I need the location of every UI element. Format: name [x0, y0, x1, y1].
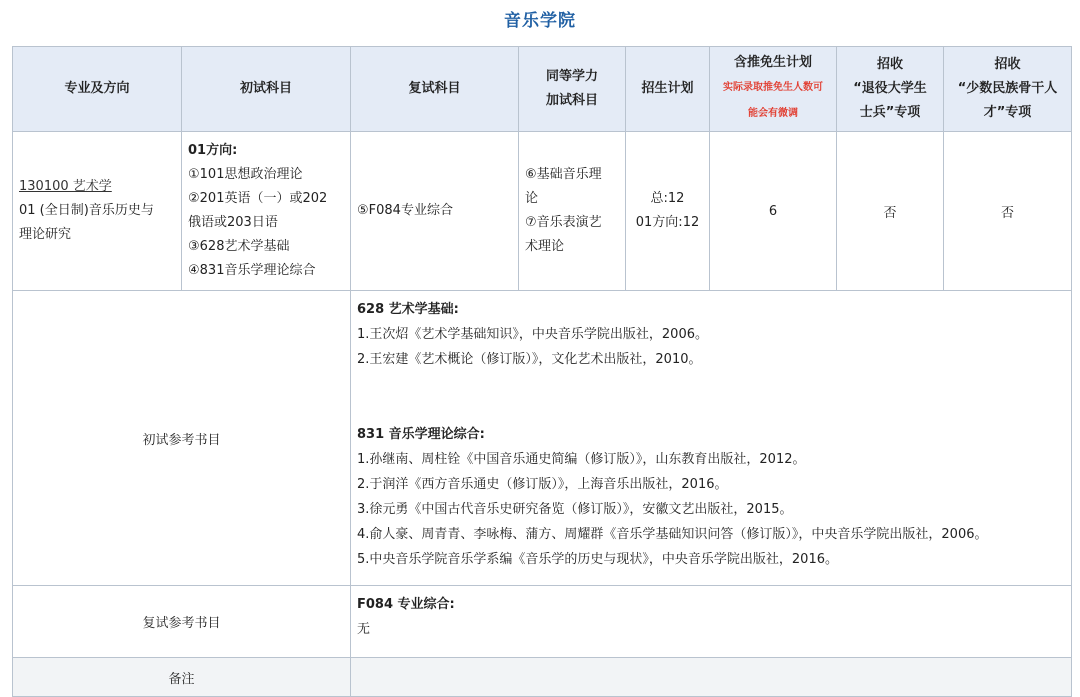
header-minority-line2: “少数民族骨干人: [957, 81, 1058, 96]
header-veteran-line2: “退役大学生: [853, 81, 927, 96]
initial-refs-content: [351, 291, 1072, 586]
veteran-cell: 否: [837, 132, 944, 291]
header-minority: [944, 47, 1072, 132]
initial-item: ③628艺术学基础: [188, 239, 290, 254]
header-retest-subjects: 复试科目: [351, 47, 519, 132]
initial-heading: 01方向:: [188, 143, 238, 158]
ref-item: 2.王宏建《艺术概论（修订版）》，文化艺术出版社，2010。: [357, 352, 702, 367]
header-row: [13, 47, 1072, 132]
equivalent-item: ⑦音乐表演艺: [525, 215, 602, 230]
table-row: [13, 132, 1072, 291]
header-minority-line1: 招收: [994, 57, 1021, 72]
equivalent-item: 术理论: [525, 239, 565, 254]
plan-cell: [626, 132, 710, 291]
ref-item: 4.俞人豪、周青青、李咏梅、蒲方、周耀群《音乐学基础知识问答（修订版）》，中央音乐学院出版社，2006。: [357, 527, 988, 542]
major-cell: [13, 132, 182, 291]
retest-refs-content: [351, 586, 1072, 658]
header-veteran: [837, 47, 944, 132]
ref-group-title: 831 音乐学理论综合:: [357, 427, 485, 442]
plan-direction: 01方向:12: [635, 215, 700, 230]
direction-line1: 01 (全日制)音乐历史与: [19, 203, 154, 218]
direction-line2: 理论研究: [19, 227, 72, 242]
ref-item: 1.王次炤《艺术学基础知识》，中央音乐学院出版社，2006。: [357, 327, 708, 342]
retest-refs-row: [13, 586, 1072, 658]
remarks-label: 备注: [13, 658, 351, 697]
major-code-link[interactable]: 130100 艺术学: [19, 179, 112, 194]
exempt-cell: 6: [710, 132, 837, 291]
ref-item: 3.徐元勇《中国古代音乐史研究备览（修订版）》，安徽文艺出版社，2015。: [357, 502, 793, 517]
header-exempt-note-line1: 实际录取推免生人数可: [723, 82, 823, 93]
equivalent-item: ⑥基础音乐理: [525, 167, 602, 182]
ref-item: 1.孙继南、周柱铨《中国音乐通史简编（修订版）》，山东教育出版社，2012。: [357, 452, 806, 467]
initial-item: 俄语或203日语: [188, 215, 278, 230]
header-plan: 招生计划: [626, 47, 710, 132]
remarks-content: [351, 658, 1072, 697]
ref-group-title: 628 艺术学基础:: [357, 302, 459, 317]
ref-spacer: [357, 372, 1065, 422]
initial-refs-row: [13, 291, 1072, 586]
remarks-row: [13, 658, 1072, 697]
minority-cell: 否: [944, 132, 1072, 291]
ref-item: 2.于润洋《西方音乐通史（修订版）》，上海音乐出版社，2016。: [357, 477, 728, 492]
header-equivalent-line2: 加试科目: [545, 93, 598, 108]
plan-total: 总:12: [650, 191, 685, 206]
retest-refs-text: 无: [357, 622, 371, 637]
page-title: 音乐学院: [504, 11, 576, 31]
initial-item: ④831音乐学理论综合: [188, 263, 316, 278]
equivalent-item: 论: [525, 191, 539, 206]
header-exempt: [710, 47, 837, 132]
ref-item: 5.中央音乐学院音乐学系编《音乐学的历史与现状》，中央音乐学院出版社，2016。: [357, 552, 838, 567]
header-exempt-note-line2: 能会有微调: [748, 108, 798, 119]
equivalent-cell: [519, 132, 626, 291]
initial-subjects-cell: [182, 132, 351, 291]
header-veteran-line3: 士兵”专项: [859, 105, 921, 120]
header-major: 专业及方向: [13, 47, 182, 132]
initial-refs-label: 初试参考书目: [13, 291, 351, 586]
admissions-table: [12, 46, 1072, 697]
header-equivalent: [519, 47, 626, 132]
header-initial-subjects: 初试科目: [182, 47, 351, 132]
retest-refs-title: F084 专业综合:: [357, 597, 455, 612]
header-exempt-main: 含推免生计划: [733, 55, 812, 70]
header-minority-line3: 才”专项: [983, 105, 1032, 120]
initial-item: ②201英语（一）或202: [188, 191, 328, 206]
header-veteran-line1: 招收: [876, 57, 903, 72]
retest-refs-label: 复试参考书目: [13, 586, 351, 658]
header-equivalent-line1: 同等学力: [545, 69, 598, 84]
retest-cell: ⑤F084专业综合: [351, 132, 519, 291]
initial-item: ①101思想政治理论: [188, 167, 303, 182]
